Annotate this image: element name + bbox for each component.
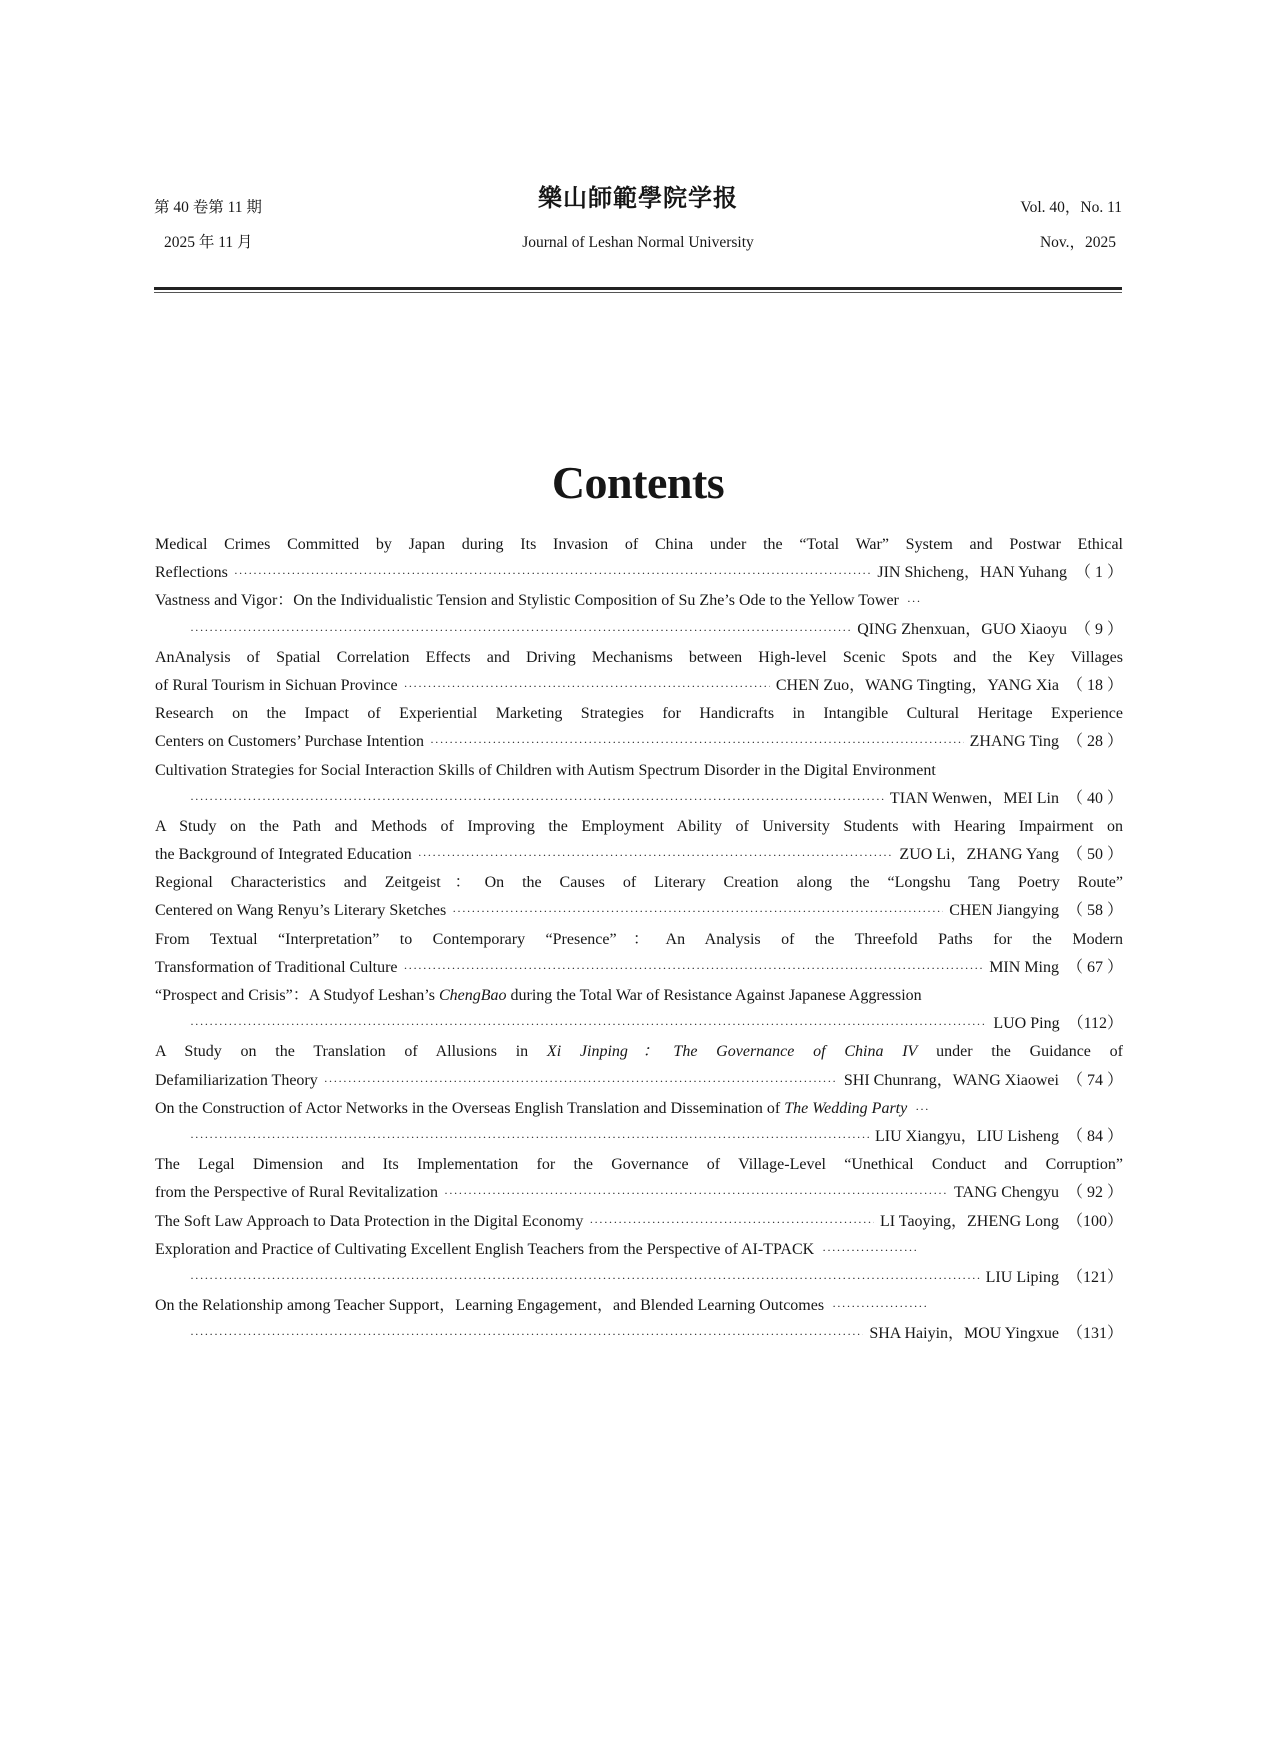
header-rule-thick xyxy=(154,287,1122,290)
toc-entry[interactable] xyxy=(155,869,1123,925)
entry-leader-line xyxy=(155,1010,1123,1038)
entry-title-italic: The Wedding Party xyxy=(784,1099,908,1117)
entry-page: （ 9 ） xyxy=(1074,620,1123,638)
entry-page: （ 40 ） xyxy=(1066,789,1123,807)
date-en: Nov.，2025 xyxy=(1039,234,1116,251)
table-of-contents xyxy=(155,531,1123,1348)
entry-title-line-wrap xyxy=(155,1095,1123,1123)
entry-leader-line xyxy=(155,1067,1123,1095)
entry-page: （ 58 ） xyxy=(1066,902,1123,920)
entry-authors: TANG Chengyu xyxy=(954,1184,1059,1202)
dot-leader xyxy=(190,1010,987,1038)
entry-title-cont: Centers on Customers’ Purchase Intention xyxy=(155,733,424,751)
entry-authors: SHI Chunrang，WANG Xiaowei xyxy=(843,1071,1059,1089)
entry-authors: ZHANG Ting xyxy=(969,733,1059,751)
toc-entry[interactable] xyxy=(155,1038,1123,1094)
entry-authors: TIAN Wenwen，MEI Lin xyxy=(889,789,1059,807)
toc-entry[interactable] xyxy=(155,757,1123,813)
entry-leader-line xyxy=(155,559,1123,587)
entry-page: （121） xyxy=(1066,1268,1123,1286)
entry-page: （112） xyxy=(1067,1015,1123,1033)
dot-leader xyxy=(190,785,884,813)
entry-leader-line xyxy=(155,954,1123,982)
entry-title-line xyxy=(155,1095,907,1123)
entry-leader-line xyxy=(155,1320,1123,1348)
toc-entry[interactable] xyxy=(155,1236,1123,1292)
entry-leader-line xyxy=(155,728,1123,756)
dot-leader xyxy=(324,1067,838,1095)
entry-title-line-wrap xyxy=(155,757,1123,785)
dot-leader xyxy=(190,1123,869,1151)
entry-authors: LIU Xiangyu，LIU Lisheng xyxy=(875,1127,1059,1145)
toc-entry[interactable] xyxy=(155,926,1123,982)
entry-leader-line xyxy=(155,616,1123,644)
dot-leader xyxy=(444,1179,948,1207)
entry-authors: SHA Haiyin，MOU Yingxue xyxy=(869,1325,1059,1343)
entry-title-part: A Study on the Translation of Allusions in xyxy=(155,1043,547,1061)
dot-leader xyxy=(234,559,871,587)
entry-leader-line xyxy=(155,1179,1123,1207)
entry-title-line-wrap xyxy=(155,1236,1123,1264)
entry-title-part: during the Total War of Resistance Against Japanese Aggression xyxy=(506,987,922,1004)
entry-leader-line xyxy=(155,897,1123,925)
entry-title-cont: Defamiliarization Theory xyxy=(155,1071,318,1089)
entry-authors: LIU Liping xyxy=(985,1268,1059,1286)
entry-leader-line xyxy=(155,785,1123,813)
entry-title-cont: of Rural Tourism in Sichuan Province xyxy=(155,676,398,694)
entry-title-line: Vastness and Vigor：On the Individualistic Tension and Stylistic Composition of Su Zhe’s Ode to the Yellow Tower xyxy=(155,592,899,610)
entry-leader-line xyxy=(155,1123,1123,1151)
entry-title-part: “Prospect and Crisis”：A Studyof Leshan’s xyxy=(155,987,439,1004)
dot-leader xyxy=(589,1208,874,1236)
entry-title-italic: Xi Jinping：The Governance of China IV xyxy=(546,1043,918,1061)
entry-title-line: On the Relationship among Teacher Support，Learning Engagement，and Blended Learning Outcomes xyxy=(155,1297,825,1315)
volume-issue-cn: 第 40 卷第 11 期 xyxy=(154,199,262,216)
entry-authors: LUO Ping xyxy=(993,1015,1060,1033)
entry-page: （ 18 ） xyxy=(1066,676,1123,694)
entry-leader-line xyxy=(155,841,1123,869)
entry-title-line: The Legal Dimension and Its Implementation for the Governance of Village-Level “Unethical Conduct and Corruption” xyxy=(155,1156,1123,1174)
entry-authors: ZUO Li，ZHANG Yang xyxy=(899,846,1059,864)
entry-title-cont: Centered on Wang Renyu’s Literary Sketches xyxy=(155,902,447,920)
entry-title-line-wrap xyxy=(155,1292,1123,1320)
journal-title-en: Journal of Leshan Normal University xyxy=(522,234,754,251)
entry-title-line: A Study on the Path and Methods of Improving the Employment Ability of University Students with Hearing Impairment on xyxy=(155,817,1123,835)
toc-entry[interactable] xyxy=(155,1095,1123,1151)
dot-leader-trail: ··· xyxy=(915,1101,930,1116)
entry-title-line: AnAnalysis of Spatial Correlation Effects and Driving Mechanisms between High-level Scenic Spots and the Key Villages xyxy=(155,648,1123,666)
dot-leader xyxy=(452,897,943,925)
entry-authors: CHEN Zuo，WANG Tingting，YANG Xia xyxy=(775,676,1059,694)
entry-title-line: Exploration and Practice of Cultivating Excellent English Teachers from the Perspective of AI-TPACK xyxy=(155,1240,815,1258)
dot-leader xyxy=(430,728,964,756)
entry-title-line-wrap xyxy=(155,587,1123,615)
entry-page: （100） xyxy=(1066,1212,1123,1230)
dot-leader xyxy=(418,841,894,869)
journal-logo-cn: 樂山師範學院学报 xyxy=(538,184,738,212)
entry-title-part: under the Guidance of xyxy=(917,1043,1123,1061)
entry-title-line-wrap xyxy=(155,982,1123,1010)
entry-title-line xyxy=(155,982,922,1010)
entry-title-line: Regional Characteristics and Zeitgeist：On the Causes of Literary Creation along the “Longshu Tang Poetry Route” xyxy=(155,874,1123,892)
entry-title-cont: Reflections xyxy=(155,564,228,582)
entry-title-line: Research on the Impact of Experiential Marketing Strategies for Handicrafts in Intangible Cultural Heritage Experience xyxy=(155,705,1123,723)
entry-title-italic: ChengBao xyxy=(438,987,507,1004)
entry-title-line: From Textual “Interpretation” to Contemporary “Presence”：An Analysis of the Threefold Paths for the Modern xyxy=(155,930,1123,948)
dot-leader-trail: ···················· xyxy=(822,1242,919,1257)
dot-leader-trail: ··· xyxy=(906,594,922,609)
dot-leader xyxy=(190,616,851,644)
dot-leader xyxy=(190,1264,980,1292)
toc-entry[interactable] xyxy=(155,700,1123,756)
entry-authors: LI Taoying，ZHENG Long xyxy=(879,1212,1059,1230)
entry-leader-line xyxy=(155,1264,1123,1292)
entry-title-line xyxy=(155,1038,1123,1066)
header-rule-thin xyxy=(154,292,1122,294)
toc-entry[interactable] xyxy=(155,644,1123,700)
entry-authors: CHEN Jiangying xyxy=(949,902,1059,920)
entry-leader-line xyxy=(155,1208,1123,1236)
entry-title-part: On the Construction of Actor Networks in the Overseas English Translation and Dissemination of xyxy=(155,1099,785,1117)
entry-page: （131） xyxy=(1066,1325,1123,1343)
volume-issue-en: Vol. 40，No. 11 xyxy=(1020,199,1122,216)
entry-title-cont: from the Perspective of Rural Revitalization xyxy=(155,1184,439,1202)
dot-leader xyxy=(404,954,984,982)
toc-entry[interactable] xyxy=(155,531,1123,587)
entry-page: （ 67 ） xyxy=(1066,958,1123,976)
entry-title-line: Cultivation Strategies for Social Interaction Skills of Children with Autism Spectrum Disorder in the Digital Environment xyxy=(155,761,936,779)
toc-entry[interactable] xyxy=(155,813,1123,869)
entry-page: （ 1 ） xyxy=(1074,564,1123,582)
entry-title-cont: the Background of Integrated Education xyxy=(155,846,412,864)
contents-title: Contents xyxy=(551,456,725,508)
entry-page: （ 28 ） xyxy=(1066,733,1123,751)
entry-title-cont: Transformation of Traditional Culture xyxy=(155,958,398,976)
dot-leader xyxy=(190,1320,863,1348)
entry-page: （ 84 ） xyxy=(1066,1127,1123,1145)
entry-page: （ 50 ） xyxy=(1066,846,1123,864)
dot-leader-trail: ···················· xyxy=(832,1299,928,1314)
toc-entry[interactable] xyxy=(155,1208,1123,1236)
entry-page: （ 92 ） xyxy=(1066,1184,1123,1202)
toc-entry[interactable] xyxy=(155,1292,1123,1348)
entry-authors: JIN Shicheng，HAN Yuhang xyxy=(877,564,1067,582)
entry-authors: QING Zhenxuan，GUO Xiaoyu xyxy=(857,620,1067,638)
toc-entry[interactable] xyxy=(155,587,1123,643)
toc-entry[interactable] xyxy=(155,982,1123,1038)
dot-leader xyxy=(404,672,770,700)
entry-title-line: Medical Crimes Committed by Japan during Its Invasion of China under the “Total War” System and Postwar Ethical xyxy=(155,536,1123,553)
entry-leader-line xyxy=(155,672,1123,700)
date-cn: 2025 年 11 月 xyxy=(164,234,253,251)
toc-entry[interactable] xyxy=(155,1151,1123,1207)
entry-title-line: The Soft Law Approach to Data Protection in the Digital Economy xyxy=(155,1212,584,1230)
entry-authors: MIN Ming xyxy=(989,958,1059,976)
entry-page: （ 74 ） xyxy=(1066,1071,1123,1089)
